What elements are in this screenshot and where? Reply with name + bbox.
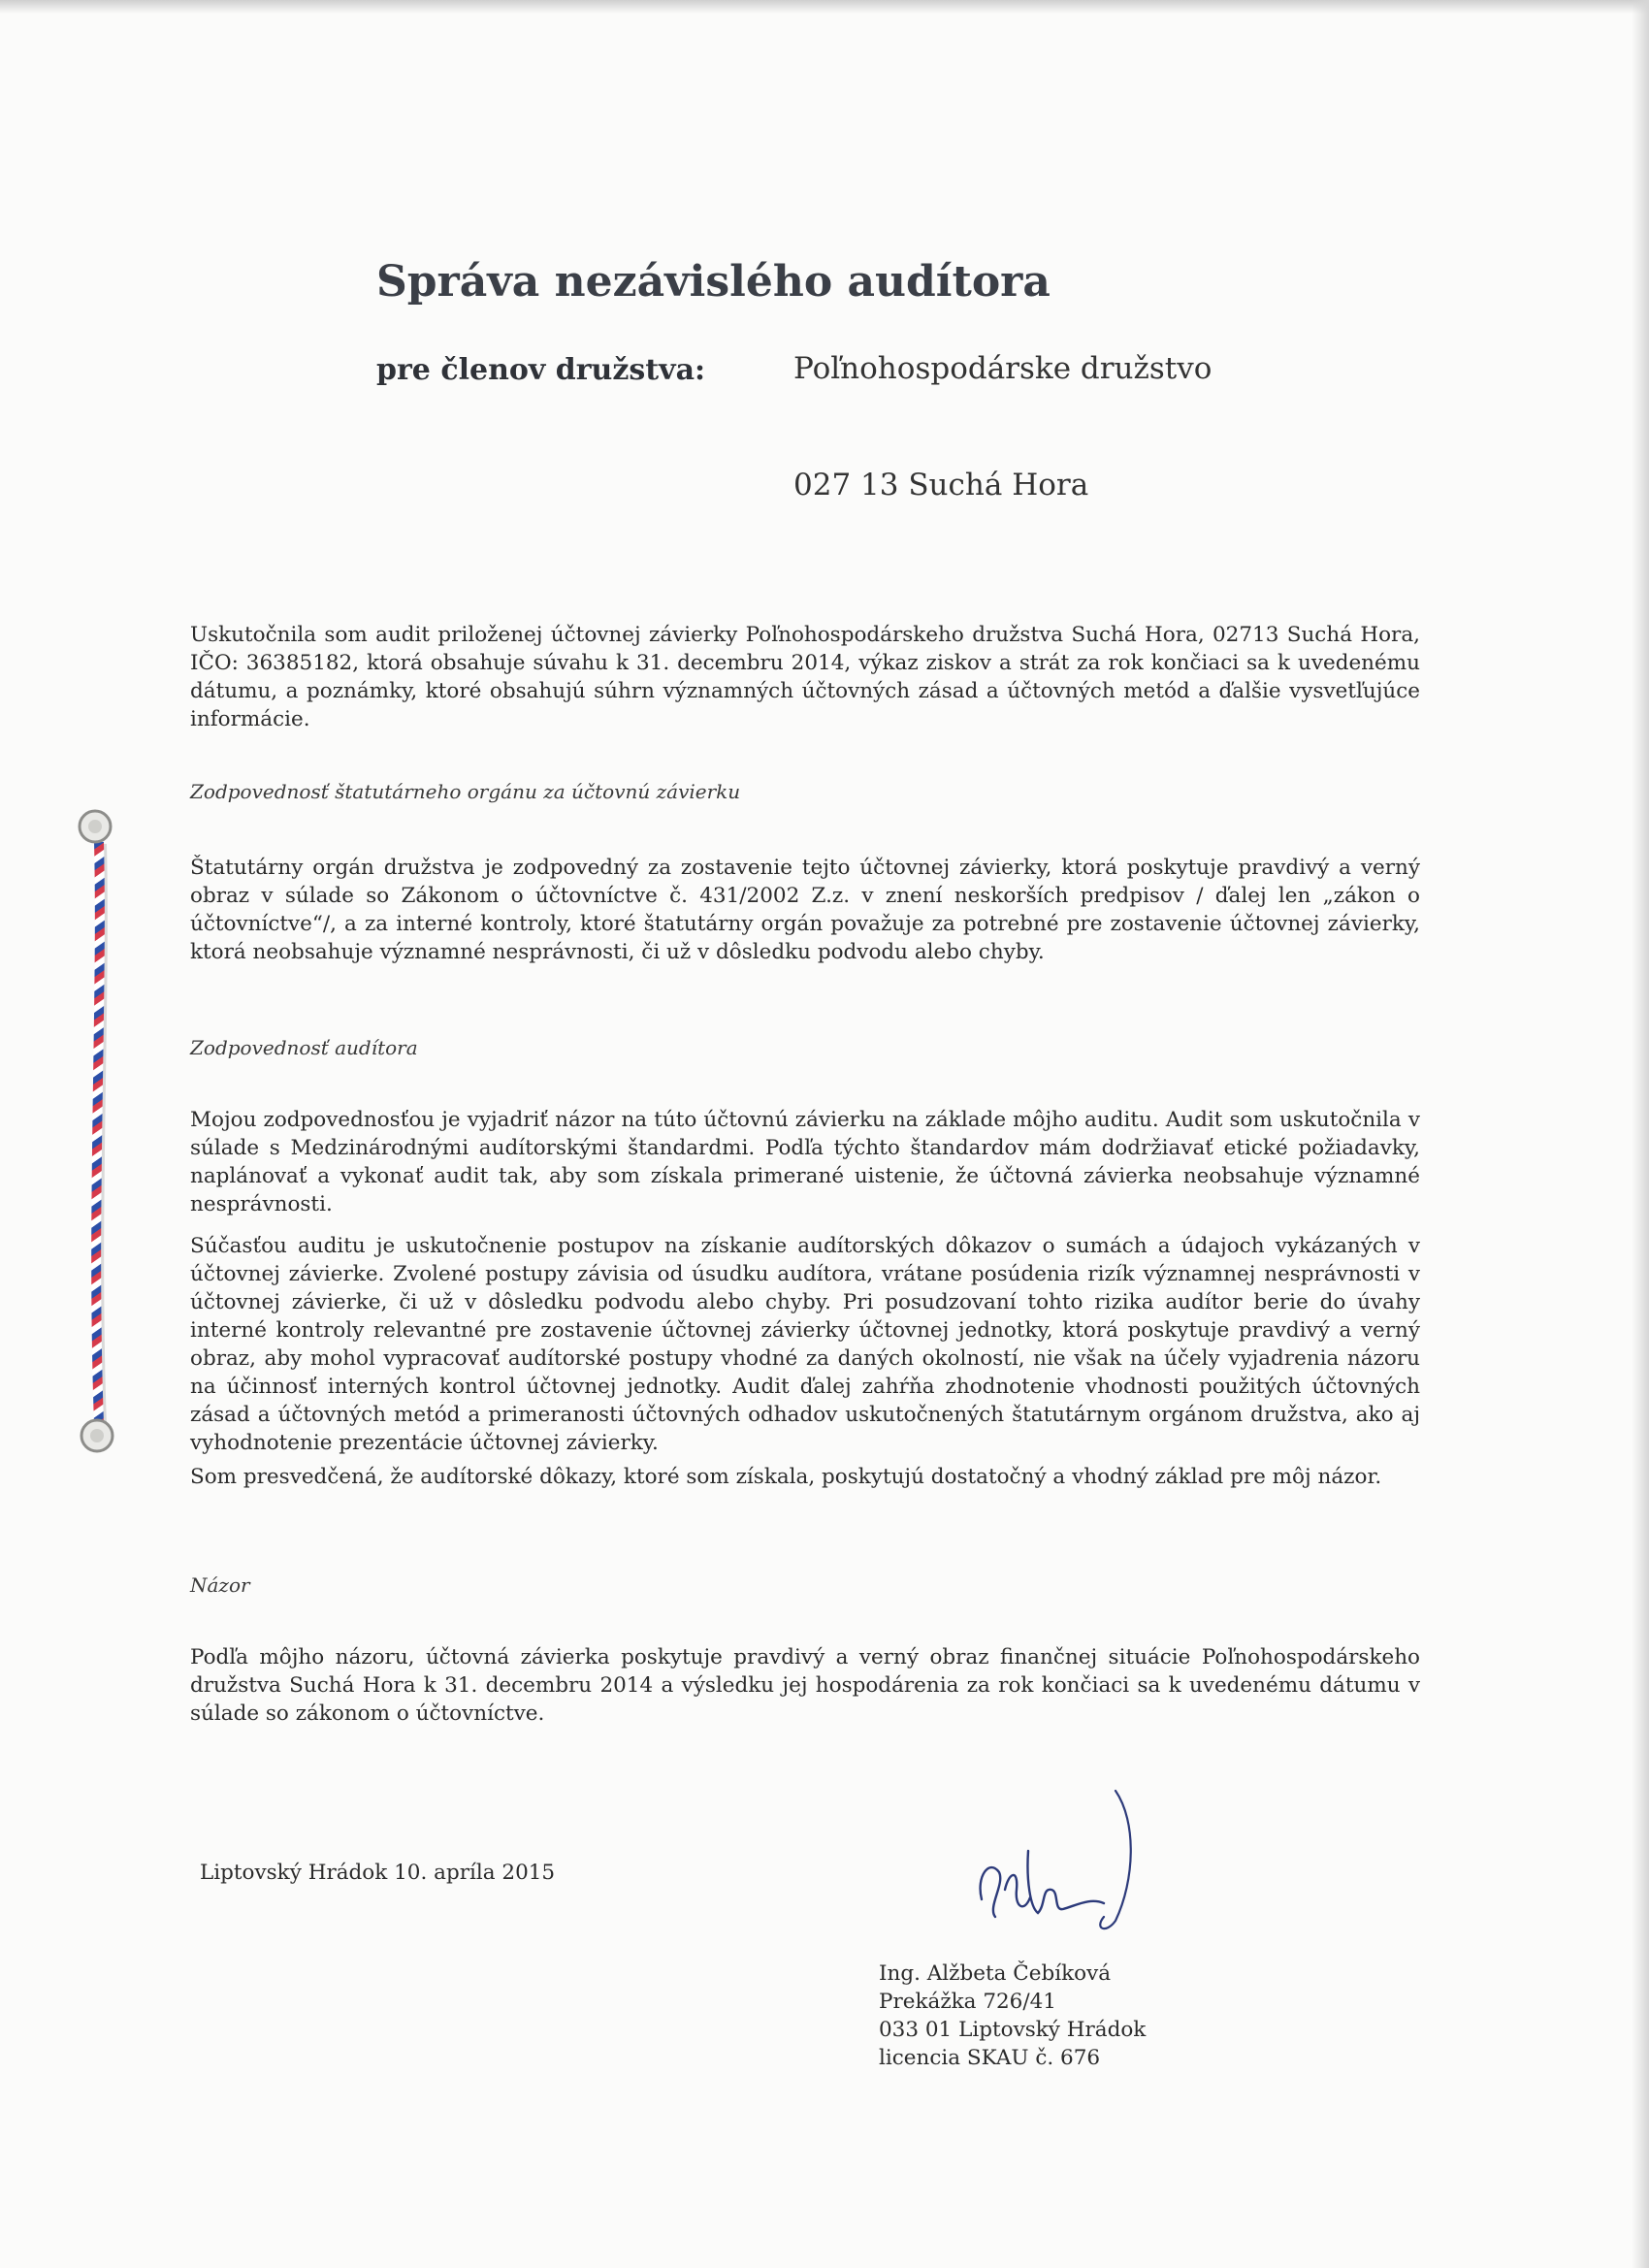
section-text-statutory: Štatutárny orgán družstva je zodpovedný za zostavenie tejto účtovnej závierky, ktorá poskytuje pravdivý a verný obraz v súlade so Zákonom o účtovníctve č. 431/2002 Z.z. v znení neskorších predpisov / ďalej len „zákon o účtovníctve“/, a za interné kontroly, ktoré štatutárny orgán považuje za potrebné pre zostavenie účtovnej závierky, ktorá neobsahuje významné nesprávnosti, či už v dôsledku podvodu alebo chyby. <box>190 856 1420 964</box>
section-heading-auditor: Zodpovednosť audítora <box>190 1036 418 1059</box>
signer-license: licencia SKAU č. 676 <box>879 2046 1101 2070</box>
signer-street: Prekážka 726/41 <box>879 1990 1056 2014</box>
section-heading-opinion: Názor <box>190 1573 250 1597</box>
section-heading-statutory: Zodpovednosť štatutárneho orgánu za účtovnú závierku <box>190 780 741 803</box>
scan-edge-top <box>0 0 1649 14</box>
scan-edge-right <box>1632 0 1649 2268</box>
section-text-opinion: Podľa môjho názoru, účtovná závierka poskytuje pravdivý a verný obraz finančnej situácie Poľnohospodárskeho družstva Suchá Hora k 31. decembru 2014 a výsledku jej hospodárenia za rok končiaci sa k uvedenému dátumu v súlade so zákonom o účtovníctve. <box>190 1645 1420 1726</box>
place-date: Liptovský Hrádok 10. apríla 2015 <box>200 1861 556 1885</box>
signer-city: 033 01 Liptovský Hrádok <box>879 2018 1147 2042</box>
section-text-auditor-3: Som presvedčená, že audítorské dôkazy, ktoré som získala, poskytujú dostatočný a vhodný základ pre môj názor. <box>190 1465 1382 1489</box>
handwritten-signature <box>970 1783 1164 1938</box>
document-title: Správa nezávislého audítora <box>376 257 1051 307</box>
intro-paragraph: Uskutočnila som audit priloženej účtovnej závierky Poľnohospodárskeho družstva Suchá Hora, 02713 Suchá Hora, IČO: 36385182, ktorá obsahuje súvahu k 31. decembru 2014, výkaz ziskov a strát za rok končiaci sa k uvedenému dátumu, a poznámky, ktoré obsahujú súhrn významných účtovných zásad a účtovných metód a ďalšie vysvetľujúce informácie. <box>190 623 1420 731</box>
section-text-auditor-2: Súčasťou auditu je uskutočnenie postupov na získanie audítorských dôkazov o sumách a údajoch vykázaných v účtovnej závierke. Zvolené postupy závisia od úsudku audítora, vrátane posúdenia rizík významnej nesprávnosti v účtovnej závierke, či už v dôsledku podvodu alebo chyby. Pri posudzovaní tohto rizika audítor berie do úvahy interné kontroly relevantné pre zostavenie účtovnej závierky účtovnej jednotky, ktorá poskytuje pravdivý a verný obraz, aby mohol vypracovať audítorské postupy vhodné za daných okolností, nie však na účely vyjadrenia názoru na účinnosť interných kontrol účtovnej jednotky. Audit ďalej zahŕňa zhodnotenie vhodnosti použitých účtovných zásad a účtovných metód a primeranosti účtovných odhadov uskutočnených štatutárnym orgánom družstva, ako aj vyhodnotenie prezentácie účtovnej závierky. <box>190 1234 1420 1455</box>
binding-cord <box>66 805 144 1465</box>
recipient-name: Poľnohospodárske družstvo <box>793 351 1212 386</box>
recipient-label: pre členov družstva: <box>376 353 706 387</box>
signer-name: Ing. Alžbeta Čebíková <box>879 1961 1112 1986</box>
recipient-address: 027 13 Suchá Hora <box>793 468 1089 502</box>
section-text-auditor-1: Mojou zodpovednosťou je vyjadriť názor na túto účtovnú závierku na základe môjho auditu. Audit som uskutočnila v súlade s Medzinárodnými audítorskými štandardmi. Podľa týchto štandardov mám dodržiavať etické požiadavky, naplánovať a vykonať audit tak, aby som získala primerané uistenie, že účtovná závierka neobsahuje významné nesprávnosti. <box>190 1108 1420 1216</box>
signer-block <box>879 1960 1146 2072</box>
